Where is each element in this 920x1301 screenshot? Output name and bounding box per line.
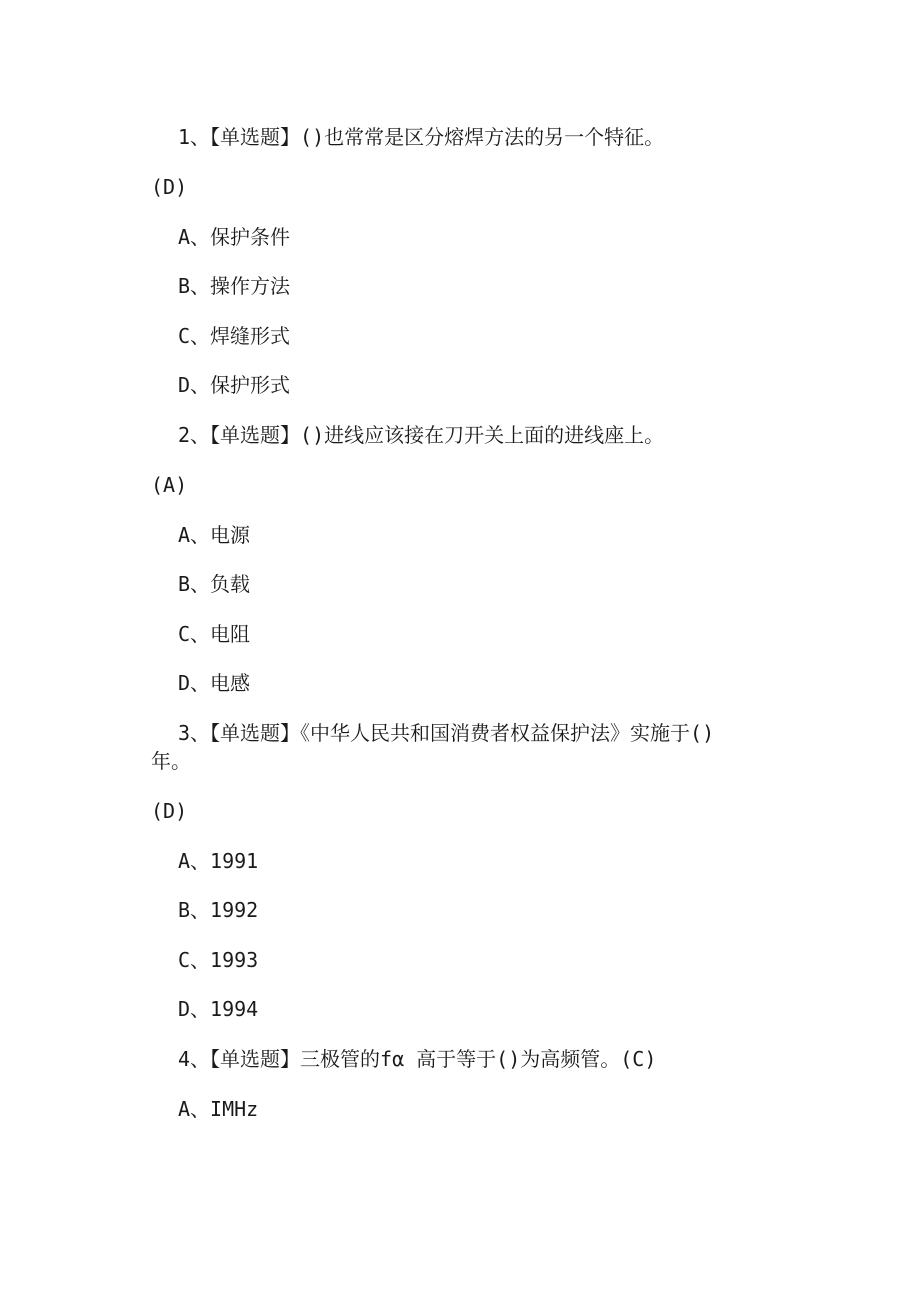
option-item: A、电源 bbox=[178, 523, 251, 547]
question-stem-continuation: 年。 bbox=[151, 749, 191, 773]
question-stem: 4、【单选题】三极管的fα 高于等于()为高频管。(C) bbox=[178, 1047, 657, 1071]
option-item: C、焊缝形式 bbox=[178, 324, 291, 348]
option-item: C、电阻 bbox=[178, 622, 251, 646]
answer-key: (A) bbox=[151, 473, 188, 497]
option-item: A、1991 bbox=[178, 849, 259, 873]
question-stem: 1、【单选题】()也常常是区分熔焊方法的另一个特征。 bbox=[178, 125, 665, 149]
answer-key: (D) bbox=[151, 799, 188, 823]
option-item: D、1994 bbox=[178, 997, 259, 1021]
option-item: B、负载 bbox=[178, 572, 251, 596]
question-stem: 2、【单选题】()进线应该接在刀开关上面的进线座上。 bbox=[178, 423, 665, 447]
option-item: D、电感 bbox=[178, 671, 251, 695]
question-stem: 3、【单选题】《中华人民共和国消费者权益保护法》实施于() bbox=[178, 721, 715, 745]
option-item: A、IMHz bbox=[178, 1097, 259, 1121]
option-item: B、1992 bbox=[178, 898, 259, 922]
option-item: D、保护形式 bbox=[178, 373, 291, 397]
option-item: A、保护条件 bbox=[178, 225, 291, 249]
option-item: C、1993 bbox=[178, 948, 259, 972]
option-item: B、操作方法 bbox=[178, 274, 291, 298]
answer-key: (D) bbox=[151, 175, 188, 199]
